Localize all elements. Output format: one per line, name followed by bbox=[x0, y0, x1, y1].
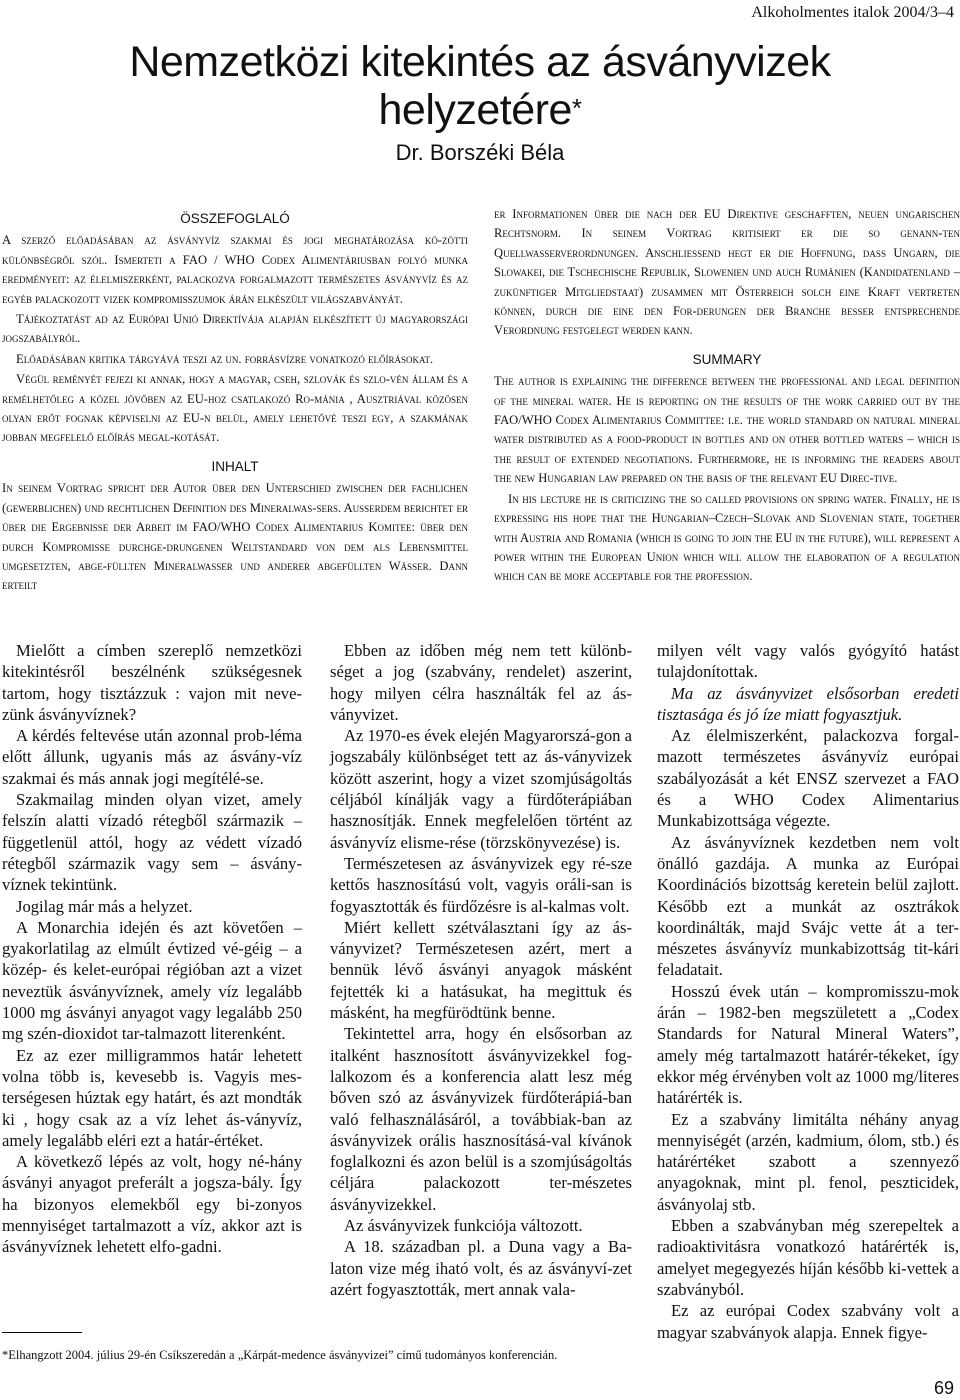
body-column-3 bbox=[657, 640, 959, 1343]
abstract-right-column bbox=[494, 205, 960, 588]
abstract-de-paragraph: er Informationen über die nach der EU Direktive geschafften, neuen ungarischen Rechtsnorm. In seinem Vortrag kritisiert er die so genann-ten Quellwasserverordnungen. Anschließend hegt er die Hoffnung, dass Ungarn, die Slowakei, die Tschechische Republik, Slowenien und auch Rumänien (Kandidatenland – zukünftiger Mitgliedstaat) zusammen mit Österreich solch eine Kraft vertreten können, durch die eine den For-derungen der Branche besser entsprechende Verordnung festgelegt werden kann. bbox=[494, 207, 960, 338]
abstract-en-heading: SUMMARY bbox=[692, 351, 762, 367]
abstract-de-heading: INHALT bbox=[211, 458, 259, 474]
footnote-rule bbox=[2, 1332, 82, 1333]
body-paragraph: Miért kellett szétválasztani így az ás-ványvizet? Természetesen azért, mert a bennük lévő ásványi anyagok másként fejtették ki a hatásukat, ha megittuk és másként, ha megfürödtünk benne. bbox=[330, 917, 632, 1023]
body-paragraph: Az ásványvíznek kezdetben nem volt önálló gazdája. A munka az Európai Koordinációs bizottság keretein belül zajlott. Később ezt a munkát az osztrákok koordinálták, majd Svájc vette át a ter-mészetes ásványvíz munkabizottság tit-kári feladatait. bbox=[657, 832, 959, 980]
body-paragraph: A 18. században pl. a Duna vagy a Ba-laton vize még iható volt, és az ásványví-zet azért fogyasztották, mert annak vala- bbox=[330, 1237, 632, 1299]
body-paragraph: Hosszú évek után – kompromisszu-mok árán – 1982-ben megszületett a „Codex Standards for Natural Mineral Waters”, amely még tartalmazott határér-tékeket, így ekkor még érvényben volt az 1000 mg/literes határérték is. bbox=[657, 981, 959, 1108]
abstract-hu-paragraph: Végül reményét fejezi ki annak, hogy a magyar, cseh, szlovák és szlo-vén állam és a remélhetőleg a közel jövőben az EU-hoz csatlakozó Ro-mánia , Ausztriával közösen olyan erőt fognak képviselni az EU-n belül, amely lehetővé teszi egy, a szakmának jobban megfelelő előírás megal-kotását. bbox=[2, 372, 468, 445]
body-paragraph: Tekintettel arra, hogy én elsősorban az italként hasznosított ásványvizekkel fog-lalkozom és a konferencia alatt lesz még bőven szó az ásványvizek fürdőterápiá-ban való felhasználásáról, a továbbiak-ban az ásványvizek orális hasznosításá-val kívánok foglalkozni és azon belül is a szomjúságoltás céljára palackozott ter-mészetes ásványvizekkel. bbox=[330, 1024, 632, 1214]
abstract-left-column bbox=[2, 209, 468, 597]
body-paragraph: Szakmailag minden olyan vizet, amely felszín alatti vízadó rétegből származik – függetlenül attól, hogy az védett vízadó rétegből származik vagy sem – ásvány-víznek tekintünk. bbox=[2, 790, 302, 895]
body-paragraph: Ebben a szabványban még szerepeltek a radioaktivitásra vonatkozó határérték is, amelyet megegyezés híján később ki-vettek a szabványból. bbox=[657, 1216, 959, 1299]
body-paragraph-italic: Ma az ásványvizet elsősorban eredeti tisztasága és jó íze miatt fogyasztjuk. bbox=[657, 683, 959, 724]
body-paragraph: A kérdés feltevése után azonnal prob-léma előtt állunk, ugyanis más az ásvány-víz szakmai és más annak jogi megítélé-se. bbox=[2, 726, 302, 788]
body-paragraph: Ez az ezer milligrammos határ lehetett volna több is, kevesebb is. Vagyis mes-terségesen húztak egy határt, és azt mondták ki , hogy csak az a víz lehet ás-ványvíz, amely legalább eléri ezt a határ-értéket. bbox=[2, 1045, 302, 1150]
title-line-2: helyzetére* bbox=[378, 86, 582, 134]
body-paragraph: A Monarchia idején és azt követően – gyakorlatilag az elmúlt évtized vé-géig – a közép- és kelet-európai régióban azt a vizet neveztük ásványvíznek, amely víz legalább 1000 mg ásványi anyagot vagy legalább 250 mg szén-dioxidot tar-talmazott literenként. bbox=[2, 917, 302, 1044]
abstract-de-paragraph: In seinem Vortrag spricht der Autor über den Unterschied zwischen der fachlichen (gewerblichen) und rechtlichen Definition des Mineralwas-sers. Außerdem berichtet er über die Ergebnisse der Arbeit im FAO/WHO Codex Alimentarius Komitee: über den durch Kompromisse durchge-drungenen Weltstandard von dem als Lebensmittel umgesetzten, abge-füllten Mineralwasser und anderer abgefüllten Wässer. Dann erteilt bbox=[2, 481, 468, 593]
body-paragraph: Ez a szabvány limitálta néhány anyag mennyiségét (arzén, kadmium, ólom, stb.) és határértéket szabott a szennyező anyagoknak, mint pl. fenol, peszticidek, ásványolaj stb. bbox=[657, 1109, 959, 1214]
body-paragraph: milyen vélt vagy valós gyógyító hatást tulajdonítottak. bbox=[657, 641, 959, 682]
body-paragraph: Az 1970-es évek elején Magyarorszá-gon a jogszabály különbséget tett az ás-ványvizek között aszerint, hogy a vizet szomjúságoltás céljából kínálják vagy a fürdőterápiában hasznosítják. Ennek megfelelően történt az ásványvíz elisme-rése (törzskönyvezése) is. bbox=[330, 726, 632, 852]
body-column-1 bbox=[2, 640, 302, 1258]
abstract-hu-heading: ÖSSZEFOGLALÓ bbox=[180, 211, 290, 226]
footnote-mark: * bbox=[571, 93, 582, 123]
title-line-1: Nemzetközi kitekintés az ásványvizek bbox=[129, 38, 831, 86]
body-paragraph: Az élelmiszerként, palackozva forgal-mazott természetes ásványvíz európai szabályozását a két ENSZ szervezet a FAO és a WHO Codex Alimentarius Munkabizottsága végezte. bbox=[657, 726, 959, 831]
body-column-2 bbox=[330, 640, 632, 1300]
page-number: 69 bbox=[933, 1378, 954, 1398]
abstract-en-paragraph: The author is explaining the difference between the professional and legal definition of the mineral water. He is reporting on the results of the work carried out by the FAO/WHO Codex Alimentarius Committee: i.e. the world standard on natural mineral water distributed as a food-product in bottles and on other bottled waters – which is the result of extended negotiations. Furthermore, he is informing the readers about the new Hungarian law prepared on the basis of the relevant EU Direc-tive. bbox=[494, 374, 960, 486]
body-paragraph: Mielőtt a címben szereplő nemzetközi kitekintésről beszélnénk szükségesnek tartom, hogy tisztázzuk : vajon mit neve-zünk ásványvíznek? bbox=[2, 641, 302, 724]
abstract-hu-paragraph: Tájékoztatást ad az Európai Unió Direktívája alapján elkészített új magyarországi jogszabályról. bbox=[2, 312, 468, 346]
journal-header: Alkoholmentes italok 2004/3–4 bbox=[751, 4, 954, 21]
body-paragraph: Természetesen az ásványvizek egy ré-sze kettős hasznosítású volt, vagyis oráli-san is fogyasztották és fürdőzésre is al-kalmas volt. bbox=[330, 853, 632, 916]
body-paragraph: A következő lépés az volt, hogy né-hány ásványi anyagot preferált a jogsza-bály. Így ha bizonyos elemekből egy bi-zonyos mennyiséget tartalmazott a víz, akkor azt is ásványvíznek lehetett elfo-gadni. bbox=[2, 1152, 302, 1257]
abstract-hu-paragraph: Előadásában kritika tárgyává teszi az un. forrásvízre vonatkozó előírásokat. bbox=[16, 351, 434, 366]
body-paragraph: Ebben az időben még nem tett különb-séget a jog (szabvány, rendelet) aszerint, hogy milyen célra használták fel az ás-ványvizet. bbox=[330, 641, 632, 724]
footnote: *Elhangzott 2004. július 29-én Csíkszeredán a „Kárpát-medence ásványvizei” című tudományos konferencián. bbox=[2, 1348, 558, 1362]
author-name: Dr. Borszéki Béla bbox=[395, 140, 565, 165]
body-paragraph: Jogilag már más a helyzet. bbox=[16, 896, 193, 916]
body-paragraph: Ez az európai Codex szabvány volt a magyar szabványok alapja. Ennek figye- bbox=[657, 1301, 959, 1342]
article-title bbox=[0, 38, 960, 134]
abstract-en-paragraph: In his lecture he is criticizing the so called provisions on spring water. Finally, he is expressing his hope that the Hungarian–Czech–Slovak and Slovenian state, together with Austria and Romania (which is going to join the EU in the future), will represent a power within the European Union which will allow the elaboration of a regulation which can be more acceptable for the profession. bbox=[494, 491, 960, 584]
abstract-hu-paragraph: A szerző előadásában az ásványvíz szakmai és jogi meghatározása kö-zötti különbségről szól. Ismerteti a FAO / WHO Codex Alimentáriusban folyó munka eredményeit: az élelmiszerként, palackozva forgalmazott természetes ásványvíz és az egyéb palackozott vizek kompromisszumok árán elkészült világszabványát. bbox=[2, 233, 468, 306]
body-paragraph: Az ásványvizek funkciója változott. bbox=[344, 1216, 583, 1236]
